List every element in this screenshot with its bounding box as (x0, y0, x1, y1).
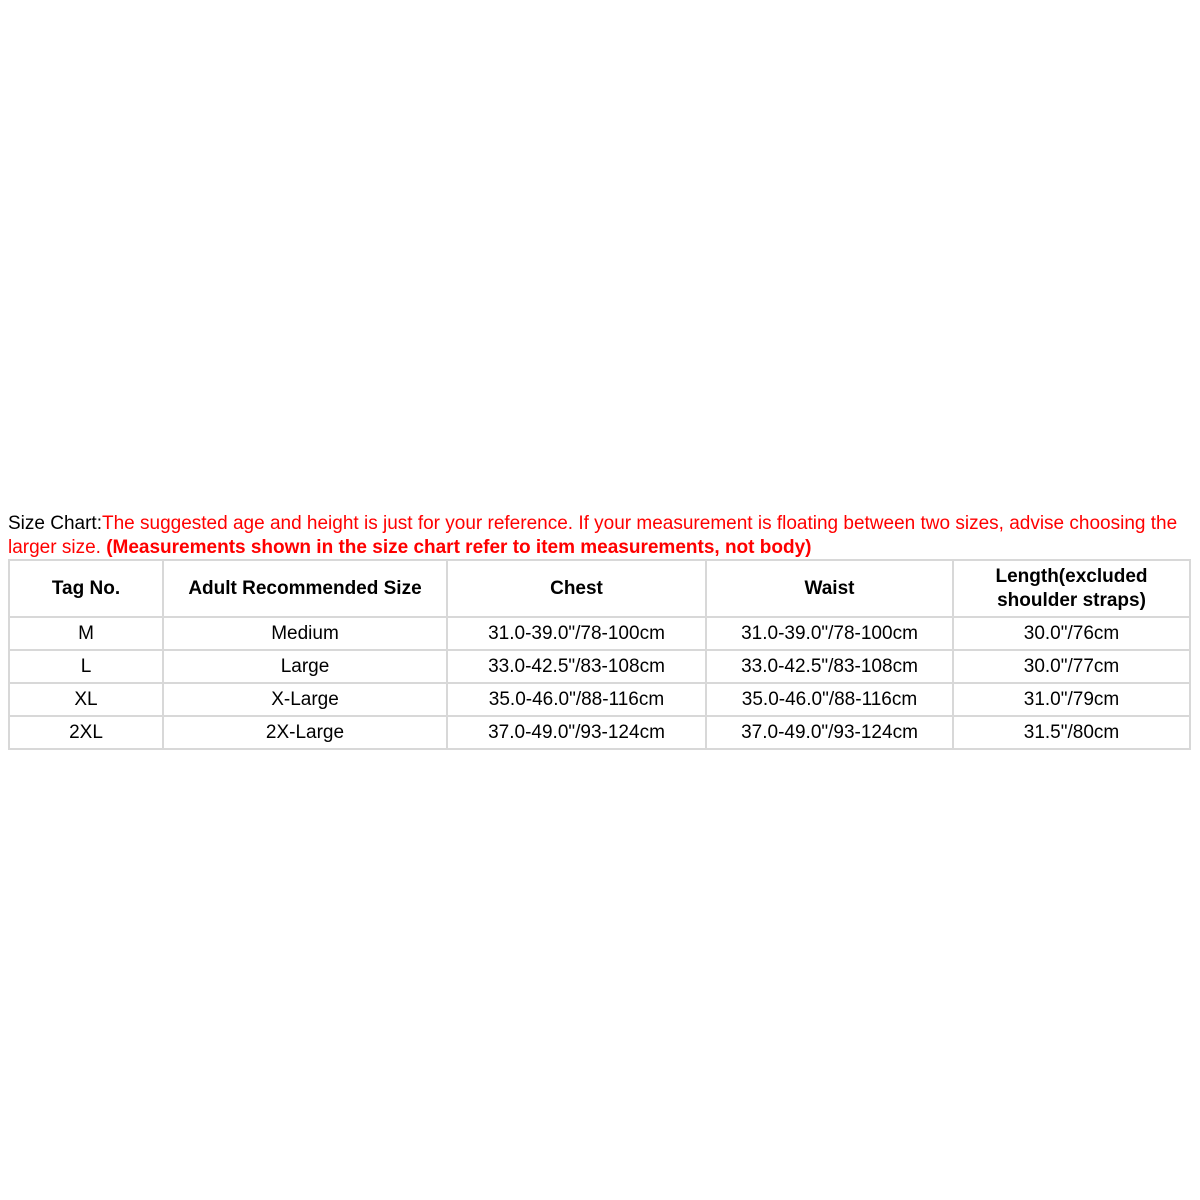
cell-chest: 33.0-42.5"/83-108cm (447, 650, 706, 683)
table-row (9, 617, 1190, 650)
header-length: Length(excluded shoulder straps) (953, 560, 1190, 617)
header-adult-size: Adult Recommended Size (163, 560, 447, 617)
table-row (9, 683, 1190, 716)
cell-tag-no: L (9, 650, 163, 683)
cell-adult-size: Large (163, 650, 447, 683)
table-row (9, 650, 1190, 683)
cell-waist: 31.0-39.0"/78-100cm (706, 617, 953, 650)
cell-length: 31.5"/80cm (953, 716, 1190, 749)
intro-bold-note: (Measurements shown in the size chart refer to item measurements, not body) (106, 537, 812, 558)
intro-lead: Size Chart: (8, 513, 102, 534)
cell-length: 30.0"/77cm (953, 650, 1190, 683)
header-tag-no: Tag No. (9, 560, 163, 617)
table-header-row (9, 560, 1190, 617)
intro-note: The suggested age and height is just for your reference. If your measurement is floating between two sizes, advise choosing the larger size. (8, 513, 1178, 558)
cell-tag-no: M (9, 617, 163, 650)
cell-tag-no: 2XL (9, 716, 163, 749)
cell-tag-no: XL (9, 683, 163, 716)
size-table (8, 559, 1191, 750)
cell-waist: 37.0-49.0"/93-124cm (706, 716, 953, 749)
cell-waist: 33.0-42.5"/83-108cm (706, 650, 953, 683)
cell-chest: 37.0-49.0"/93-124cm (447, 716, 706, 749)
cell-length: 31.0"/79cm (953, 683, 1190, 716)
cell-adult-size: X-Large (163, 683, 447, 716)
header-chest: Chest (447, 560, 706, 617)
cell-waist: 35.0-46.0"/88-116cm (706, 683, 953, 716)
cell-chest: 31.0-39.0"/78-100cm (447, 617, 706, 650)
cell-adult-size: 2X-Large (163, 716, 447, 749)
header-waist: Waist (706, 560, 953, 617)
cell-adult-size: Medium (163, 617, 447, 650)
size-chart-intro (8, 512, 1188, 560)
cell-length: 30.0"/76cm (953, 617, 1190, 650)
table-row (9, 716, 1190, 749)
cell-chest: 35.0-46.0"/88-116cm (447, 683, 706, 716)
